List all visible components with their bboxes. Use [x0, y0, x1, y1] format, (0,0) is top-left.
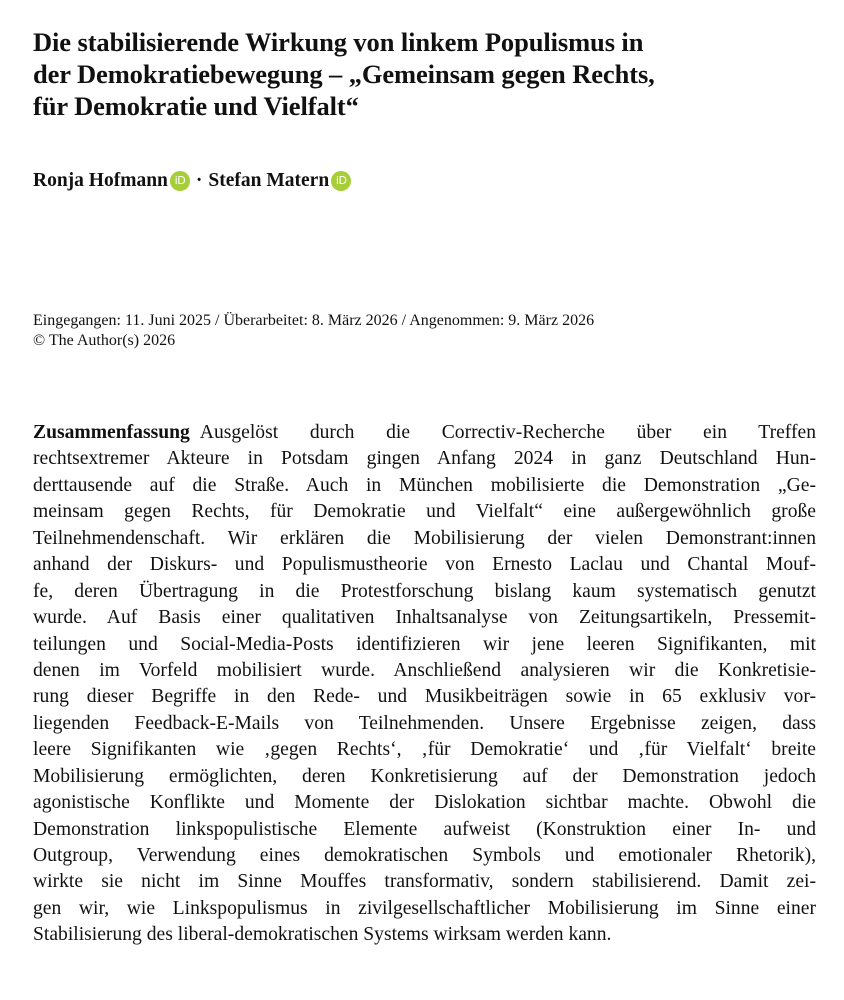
abstract-line: derttausende auf die Straße. Auch in München mobilisierte die Demonstration „Ge- — [33, 474, 816, 496]
abstract-line: Teilnehmendenschaft. Wir erklären die Mobilisierung der vielen Demonstrant:innen — [33, 527, 816, 549]
abstract-line: leere Signifikanten wie ‚gegen Rechts‘, ‚für Demokratie‘ und ‚für Vielfalt‘ breite — [33, 739, 816, 761]
title-line: der Demokratiebewegung – „Gemeinsam gegen Rechts, — [33, 59, 655, 89]
article-title — [33, 26, 823, 122]
author-name: Ronja Hofmann — [33, 170, 168, 191]
abstract-line: rechtsextremer Akteure in Potsdam gingen Anfang 2024 in ganz Deutschland Hun- — [33, 448, 816, 470]
abstract-line: Outgroup, Verwendung eines demokratischen Symbols und emotionaler Rhetorik), — [33, 845, 816, 866]
title-line: für Demokratie und Vielfalt“ — [33, 91, 359, 121]
abstract-text: Ausgelöst durch die Correctiv-Recherche über ein Treffen — [199, 422, 816, 443]
abstract-line: Stabilisierung des liberal-demokratischen Systems wirksam werden kann. — [33, 924, 612, 946]
abstract-line: Mobilisierung ermöglichten, deren Konkretisierung auf der Demonstration jedoch — [33, 765, 816, 787]
abstract-line: Demonstration linkspopulistische Elemente aufweist (Konstruktion einer In- und — [33, 818, 816, 840]
abstract-label: Zusammenfassung — [33, 422, 190, 443]
author-name: Stefan Matern — [208, 170, 330, 191]
copyright-notice: © The Author(s) 2026 — [33, 332, 176, 349]
abstract-line: liegenden Feedback-E-Mails von Teilnehmenden. Unsere Ergebnisse zeigen, dass — [33, 712, 816, 734]
abstract-line: anhand der Diskurs- und Populismustheorie von Ernesto Laclau und Chantal Mouf- — [33, 554, 816, 576]
abstract-line — [33, 420, 816, 446]
abstract-line: wurde. Auf Basis einer qualitativen Inhaltsanalyse von Zeitungsartikeln, Pressemit- — [33, 607, 816, 629]
abstract-line: denen im Vorfeld mobilisiert wurde. Anschließend analysieren wir die Konkretisie- — [33, 659, 816, 681]
abstract — [33, 420, 816, 949]
submission-dates: Eingegangen: 11. Juni 2025 / Überarbeitet: 8. März 2026 / Angenommen: 9. März 2026 — [33, 312, 595, 329]
abstract-line: rung dieser Begriffe in den Rede- und Musikbeiträgen sowie in 65 exklusiv vor- — [33, 686, 816, 708]
abstract-line: agonistische Konflikte und Momente der Dislokation sichtbar machte. Obwohl die — [33, 792, 816, 814]
abstract-line: gen wir, wie Linkspopulismus in zivilgesellschaftlicher Mobilisierung im Sinne einer — [33, 897, 816, 919]
abstract-line: teilungen und Social-Media-Posts identifizieren wir jene leeren Signifikanten, mit — [33, 633, 816, 655]
author-list — [33, 168, 357, 194]
author-separator: · — [195, 170, 203, 191]
abstract-line: meinsam gegen Rechts, für Demokratie und Vielfalt“ eine außergewöhnlich große — [33, 501, 816, 523]
orcid-icon[interactable]: iD — [331, 171, 351, 191]
title-line: Die stabilisierende Wirkung von linkem Populismus in — [33, 27, 644, 57]
abstract-line: fe, deren Übertragung in die Protestforschung bislang kaum systematisch genutzt — [33, 580, 816, 602]
article-metadata — [33, 311, 594, 351]
orcid-icon[interactable]: iD — [170, 171, 190, 191]
abstract-line: wirkte sie nicht im Sinne Mouffes transformativ, sondern stabilisierend. Damit zei- — [33, 871, 816, 893]
